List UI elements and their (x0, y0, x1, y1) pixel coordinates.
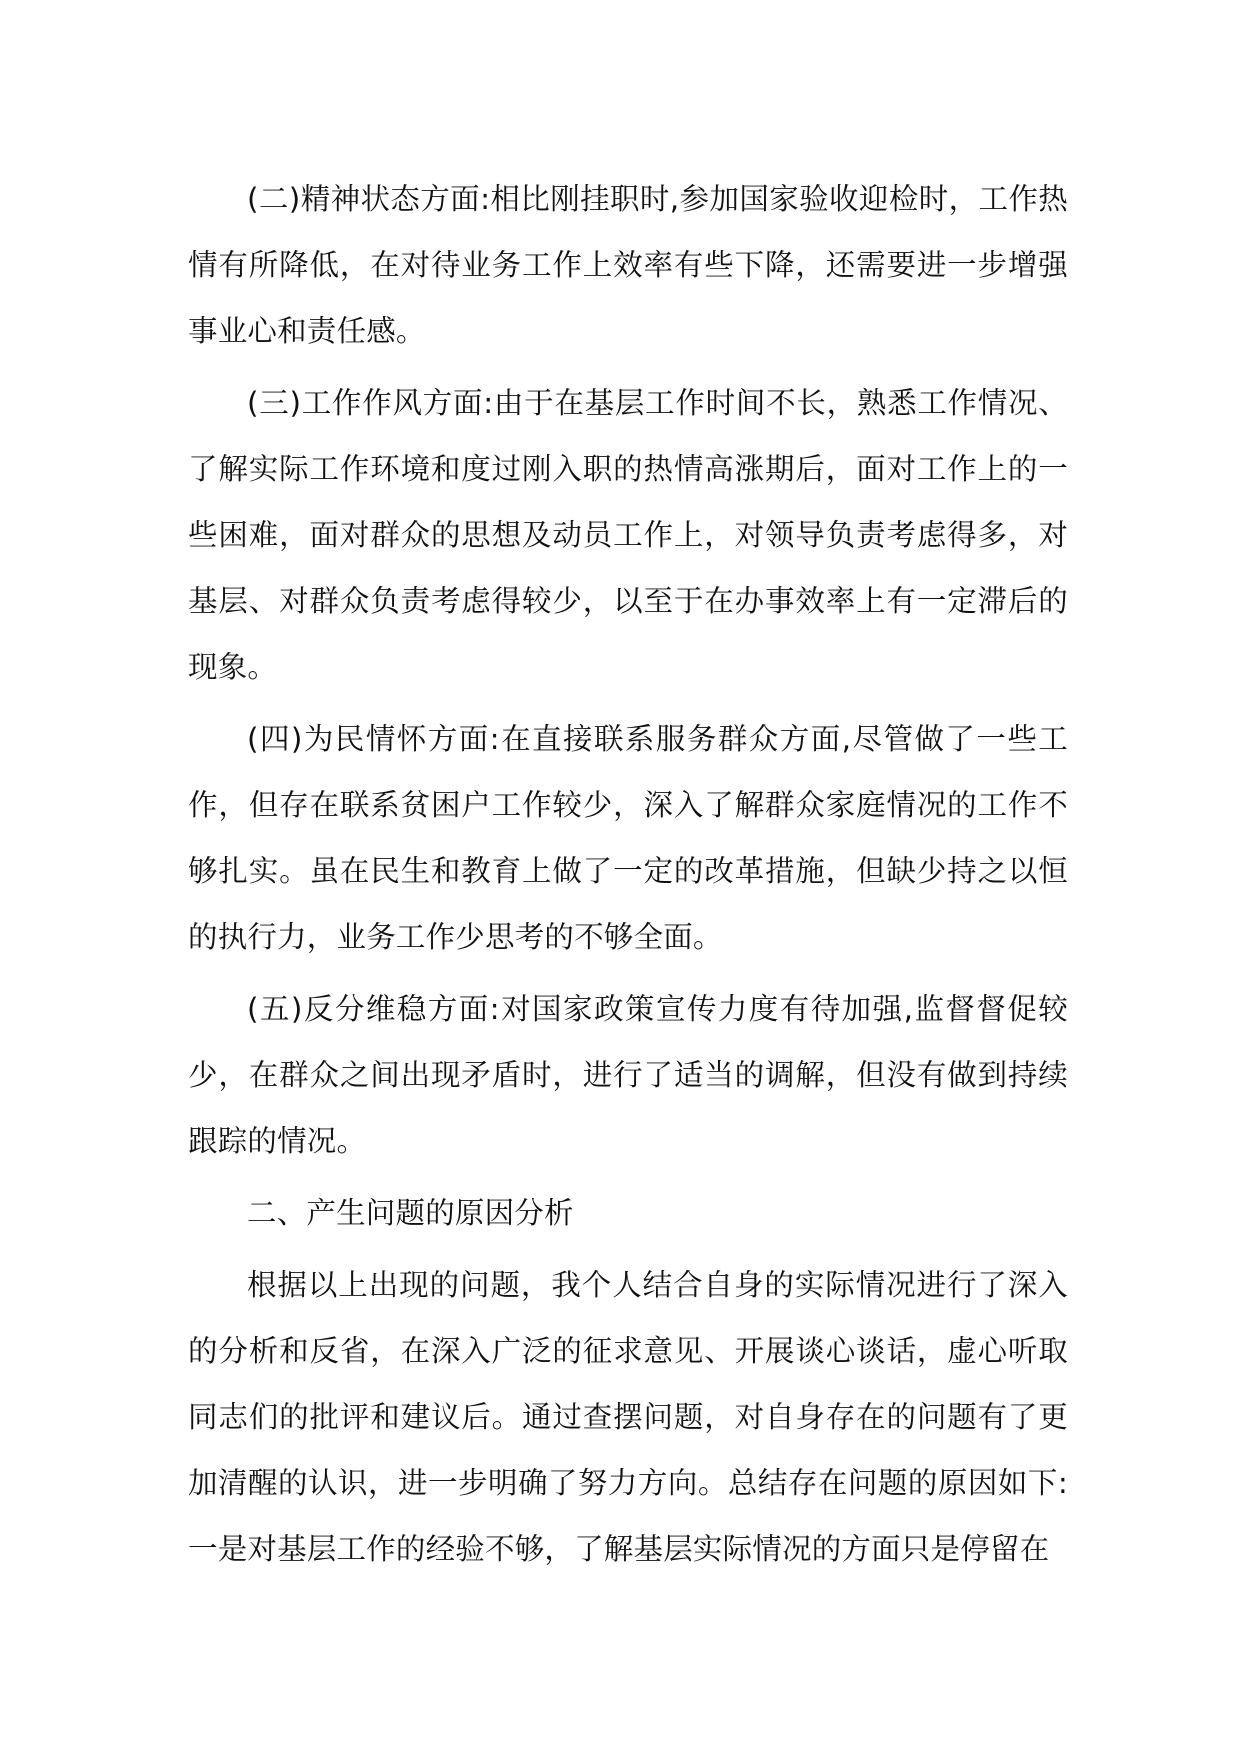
paragraph-cause-analysis: 根据以上出现的问题，我个人结合自身的实际情况进行了深入的分析和反省，在深入广泛的征求意见、开展谈心谈话，虚心听取同志们的批评和建议后。通过查摆问题，对自身存在的问题有了更加清醒的认识，进一步明确了努力方向。总结存在问题的原因如下:一是对基层工作的经验不够，了解基层实际情况的方面只是停留在 (188, 1268, 1068, 1566)
paragraph-people-care: (四)为民情怀方面:在直接联系服务群众方面,尽管做了一些工作，但存在联系贫困户工作较少，深入了解群众家庭情况的工作不够扎实。虽在民生和教育上做了一定的改革措施，但缺少持之以恒的执行力，业务工作少思考的不够全面。 (188, 722, 1068, 954)
paragraph-spirit-state: (二)精神状态方面:相比刚挂职时,参加国家验收迎检时，工作热情有所降低，在对待业务工作上效率有些下降，还需要进一步增强事业心和责任感。 (188, 182, 1068, 348)
document-body (188, 166, 1068, 1588)
paragraph-stability: (五)反分维稳方面:对国家政策宣传力度有待加强,监督督促较少，在群众之间出现矛盾时，进行了适当的调解，但没有做到持续跟踪的情况。 (188, 992, 1068, 1158)
paragraph-work-style: (三)工作作风方面:由于在基层工作时间不长，熟悉工作情况、了解实际工作环境和度过刚入职的热情高涨期后，面对工作上的一些困难，面对群众的思想及动员工作上，对领导负责考虑得多，对基层、对群众负责考虑得较少，以至于在办事效率上有一定滞后的现象。 (188, 386, 1068, 684)
section-heading-cause-analysis: 二、产生问题的原因分析 (247, 1196, 574, 1230)
